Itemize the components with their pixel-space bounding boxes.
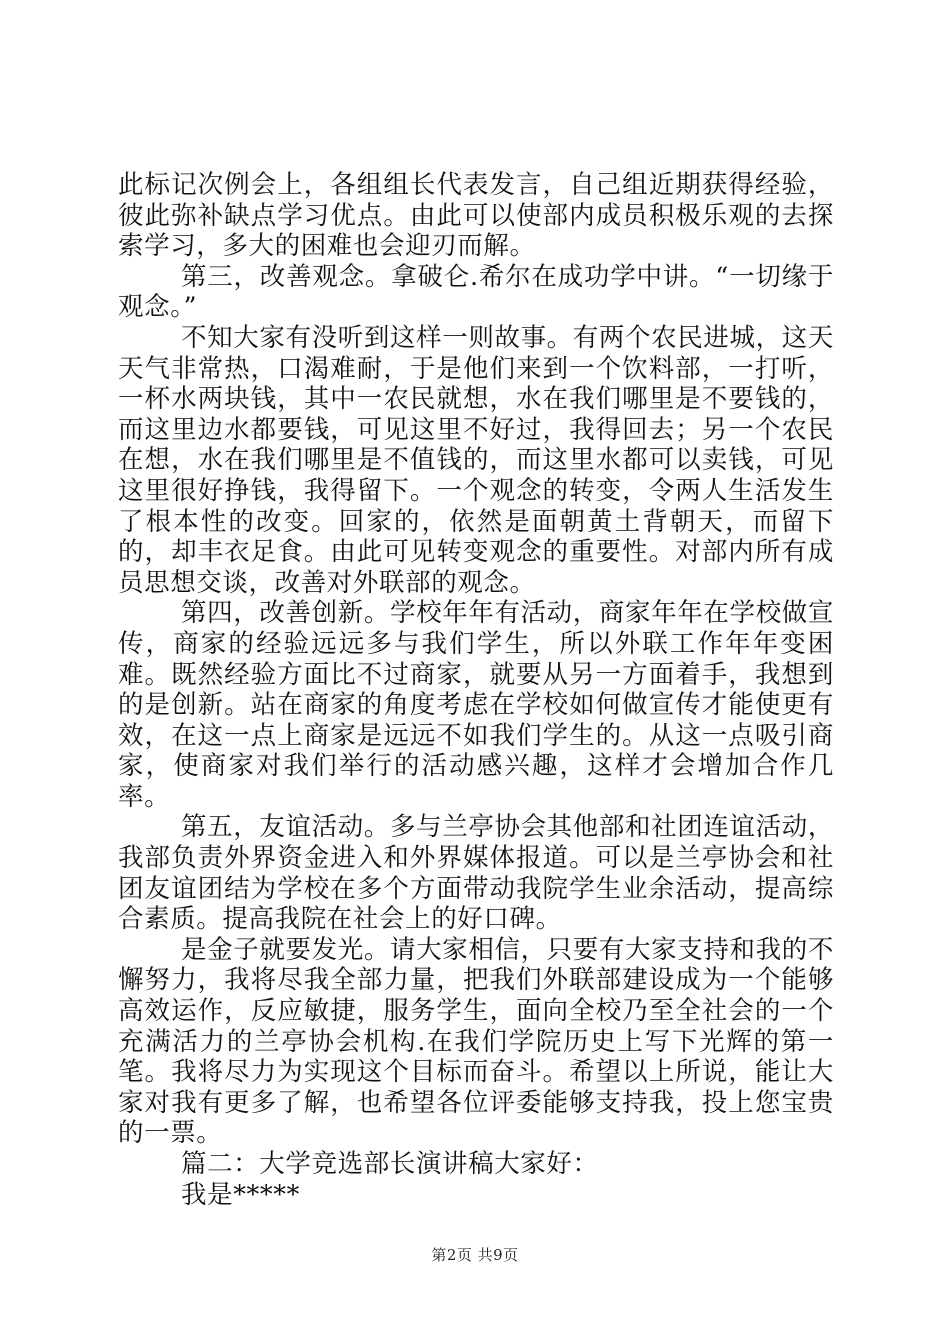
paragraph-5: 第五，友谊活动。多与兰亭协会其他部和社团连谊活动，我部负责外界资金进入和外界媒体报道。可以是兰亭协会和社团友谊团结为学校在多个方面带动我院学生业余活动，提高综合素质。提高我院在社会上的好口碑。 xyxy=(118,812,834,935)
paragraph-8: 我是***** xyxy=(181,1179,300,1210)
paragraph-3: 不知大家有没听到这样一则故事。有两个农民进城，这天天气非常热，口渴难耐，于是他们来到一个饮料部，一打听，一杯水两块钱，其中一农民就想，水在我们哪里是不要钱的，而这里边水都要钱，可见这里不好过，我得回去；另一个农民在想，水在我们哪里是不值钱的，而这里水都可以卖钱，可见这里很好挣钱，我得留下。一个观念的转变，令两人生活发生了根本性的改变。回家的，依然是面朝黄土背朝天，而留下的，却丰衣足食。由此可见转变观念的重要性。对部内所有成员思想交谈，改善对外联部的观念。 xyxy=(118,322,834,598)
page-number-footer: 第2页 共9页 xyxy=(431,1246,519,1264)
paragraph-7: 篇二：大学竞选部长演讲稿大家好： xyxy=(181,1149,599,1179)
paragraph-1: 此标记次例会上，各组组长代表发言，自己组近期获得经验，彼此弥补缺点学习优点。由此可以使部内成员积极乐观的去探索学习，多大的困难也会迎刃而解。 xyxy=(118,170,834,262)
paragraph-6: 是金子就要发光。请大家相信，只要有大家支持和我的不懈努力，我将尽我全部力量，把我们外联部建设成为一个能够高效运作，反应敏捷，服务学生，面向全校乃至全社会的一个充满活力的兰亭协会机构.在我们学院历史上写下光辉的第一笔。我将尽力为实现这个目标而奋斗。希望以上所说，能让大家对我有更多了解，也希望各位评委能够支持我，投上您宝贵的一票。 xyxy=(118,934,834,1149)
paragraph-4: 第四，改善创新。学校年年有活动，商家年年在学校做宣传，商家的经验远远多与我们学生，所以外联工作年年变困难。既然经验方面比不过商家，就要从另一方面着手，我想到的是创新。站在商家的角度考虑在学校如何做宣传才能使更有效，在这一点上商家是远远不如我们学生的。从这一点吸引商家，使商家对我们举行的活动感兴趣，这样才会增加合作几率。 xyxy=(118,598,834,812)
document-body xyxy=(118,170,834,1210)
paragraph-2: 第三，改善观念。拿破仑.希尔在成功学中讲。“一切缘于观念。” xyxy=(118,261,834,323)
